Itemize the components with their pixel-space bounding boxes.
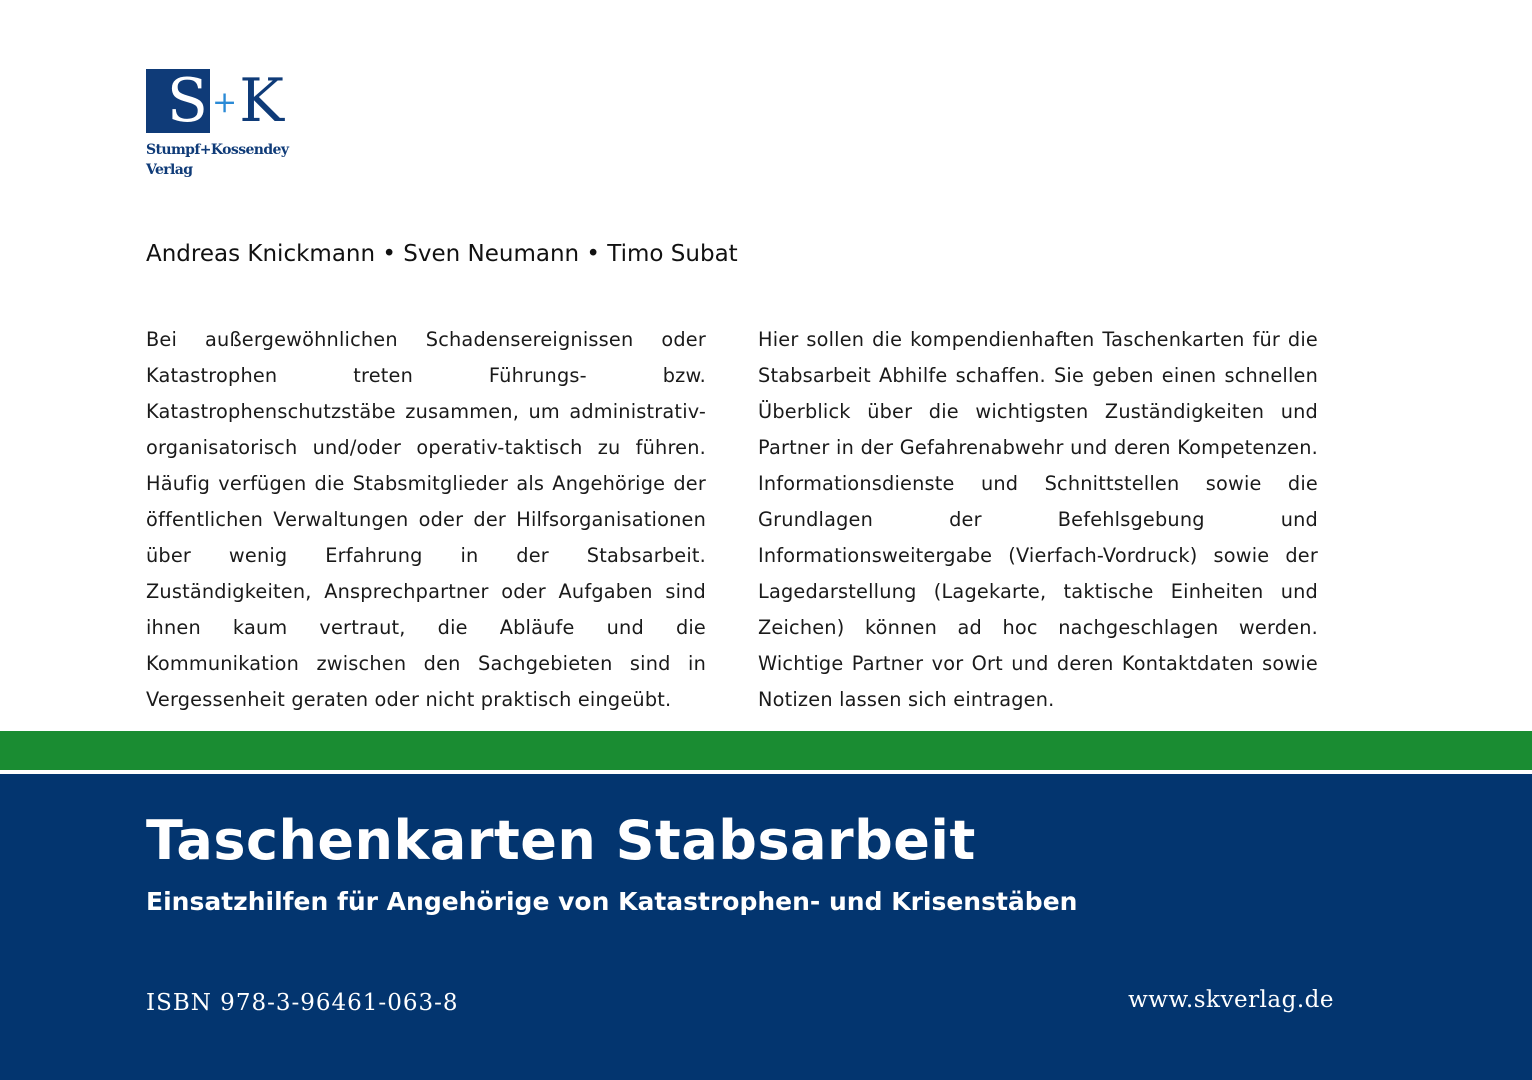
logo-mark <box>146 66 284 136</box>
isbn: ISBN 978-3-96461-063-8 <box>146 990 459 1016</box>
logo-plus: + <box>212 85 238 120</box>
logo-k: K <box>239 66 284 136</box>
description-right: Hier sollen die kompendienhaften Taschenkarten für die Stabsarbeit Abhilfe schaffen. Sie geben einen schnellen Überblick über die wichtigsten Zuständigkeiten und Partner in der Gefahrenabwehr und deren Kompetenzen. Informationsdienste und Schnittstellen sowie die Grundlagen der Befehlsgebung und Informationsweitergabe (Vierfach-Vordruck) sowie der Lagedarstellung (Lagekarte, taktische Einheiten und Zeichen) können ad hoc nachgeschlagen werden. Wichtige Partner vor Ort und deren Kontaktdaten sowie Notizen lassen sich eintragen. <box>758 328 1318 711</box>
website: www.skverlag.de <box>1128 987 1334 1013</box>
logo-verlag: Verlag <box>146 162 193 178</box>
book-subtitle: Einsatzhilfen für Angehörige von Katastrophen- und Krisenstäben <box>146 887 1078 916</box>
logo-s: S <box>166 69 208 133</box>
book-title: Taschenkarten Stabsarbeit <box>146 809 976 872</box>
logo-name: Stumpf+Kossendey <box>146 142 289 158</box>
green-band <box>0 731 1532 770</box>
publisher-logo <box>146 67 326 185</box>
title-band <box>0 774 1532 1080</box>
authors: Andreas Knickmann • Sven Neumann • Timo Subat <box>146 241 738 267</box>
logo-square <box>146 69 210 133</box>
description-left: Bei außergewöhnlichen Schadensereignissen oder Katastrophen treten Führungs- bzw. Katastrophenschutzstäbe zusammen, um administrativ-organisatorisch und/oder operativ-taktisch zu führen. Häufig verfügen die Stabsmitglieder als Angehörige der öffentlichen Verwaltungen oder der Hilfsorganisationen über wenig Erfahrung in der Stabsarbeit. Zuständigkeiten, Ansprechpartner oder Aufgaben sind ihnen kaum vertraut, die Abläufe und die Kommunikation zwischen den Sachgebieten sind in Vergessenheit geraten oder nicht praktisch eingeübt. <box>146 328 706 711</box>
